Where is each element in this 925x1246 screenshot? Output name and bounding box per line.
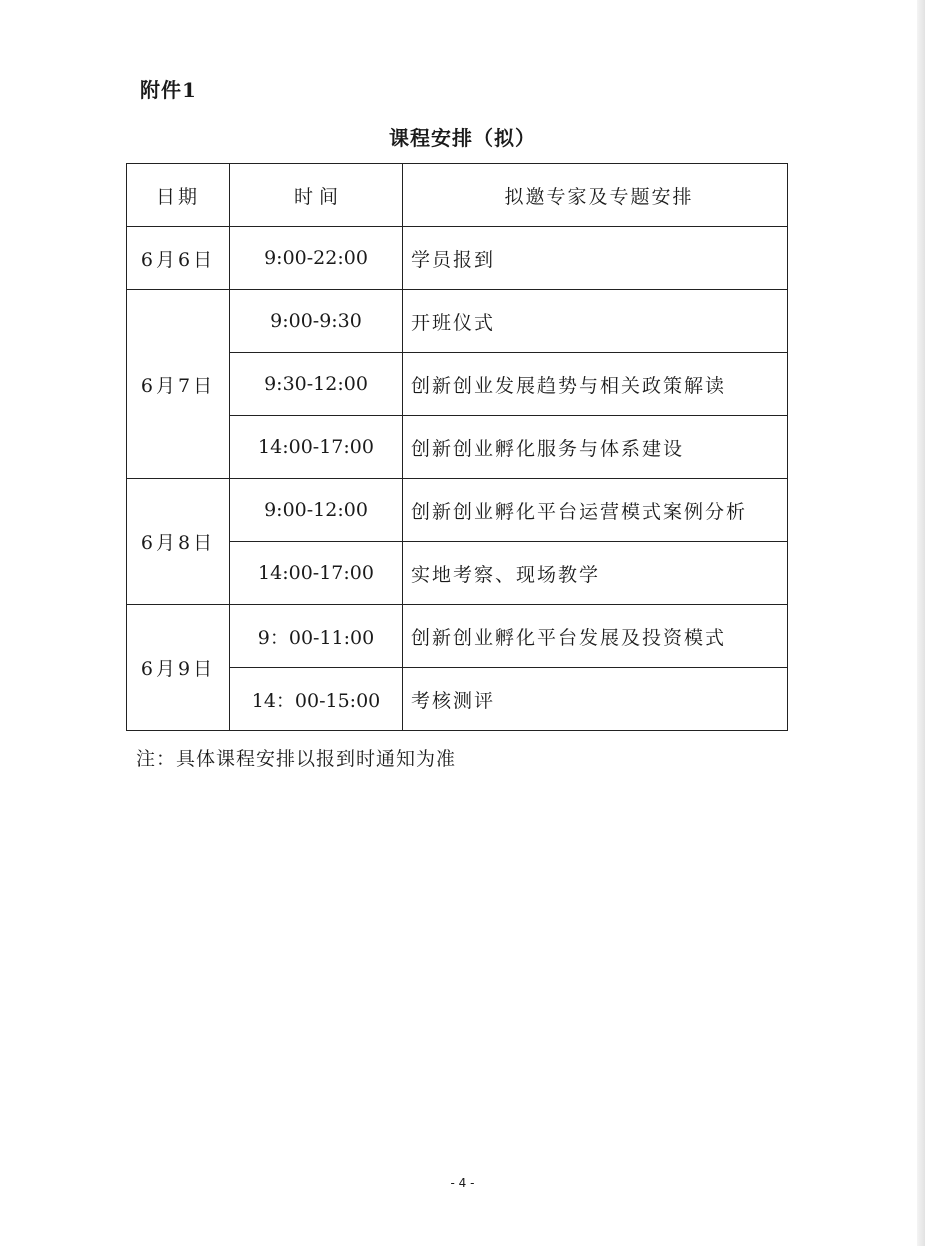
topic-cell: 创新创业发展趋势与相关政策解读 <box>403 353 788 416</box>
header-time: 时 间 <box>230 164 403 227</box>
time-cell: 9：00-11:00 <box>230 605 403 668</box>
time-cell: 9:00-9:30 <box>230 290 403 353</box>
table-row <box>127 605 788 668</box>
date-cell: 6月8日 <box>127 479 230 605</box>
page-edge <box>917 0 925 1246</box>
page-number: - 4 - <box>450 1176 475 1190</box>
table-header-row <box>127 164 788 227</box>
schedule-table <box>126 163 788 731</box>
topic-cell: 开班仪式 <box>403 290 788 353</box>
topic-cell: 创新创业孵化平台发展及投资模式 <box>403 605 788 668</box>
topic-cell: 创新创业孵化服务与体系建设 <box>403 416 788 479</box>
table-row <box>127 227 788 290</box>
time-cell: 14：00-15:00 <box>230 668 403 731</box>
time-cell: 14:00-17:00 <box>230 542 403 605</box>
schedule-note: 注：具体课程安排以报到时通知为准 <box>136 748 457 770</box>
document-title: 课程安排（拟） <box>389 126 536 150</box>
time-cell: 9:30-12:00 <box>230 353 403 416</box>
time-cell: 9:00-12:00 <box>230 479 403 542</box>
topic-cell: 学员报到 <box>403 227 788 290</box>
header-topic: 拟邀专家及专题安排 <box>403 164 788 227</box>
date-cell: 6月6日 <box>127 227 230 290</box>
table-row <box>127 479 788 542</box>
table-row <box>127 290 788 353</box>
topic-cell: 创新创业孵化平台运营模式案例分析 <box>403 479 788 542</box>
time-cell: 9:00-22:00 <box>230 227 403 290</box>
topic-cell: 实地考察、现场教学 <box>403 542 788 605</box>
time-cell: 14:00-17:00 <box>230 416 403 479</box>
header-date: 日期 <box>127 164 230 227</box>
topic-cell: 考核测评 <box>403 668 788 731</box>
attachment-label: 附件1 <box>140 78 197 102</box>
date-cell: 6月9日 <box>127 605 230 731</box>
date-cell: 6月7日 <box>127 290 230 479</box>
